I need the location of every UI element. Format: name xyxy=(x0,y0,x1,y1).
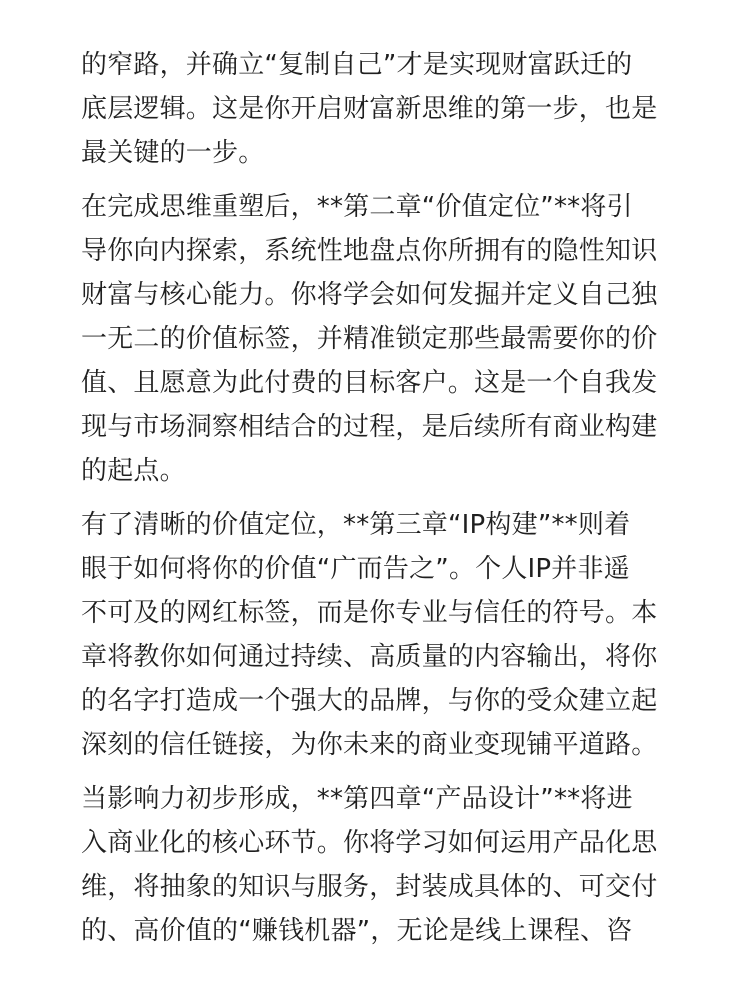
paragraph-1 xyxy=(81,43,671,175)
text-line: 当影响力初步形成，**第四章“产品设计”**将进 xyxy=(81,784,633,814)
text-line: 现与市场洞察相结合的过程，是后续所有商业构建 xyxy=(81,412,658,442)
text-line: 财富与核心能力。你将学会如何发掘并定义自己独 xyxy=(81,280,658,310)
text-line: 在完成思维重塑后，**第二章“价值定位”**将引 xyxy=(81,192,633,222)
text-line: 的窄路，并确立“复制自己”才是实现财富跃迁的 xyxy=(81,50,633,80)
paragraph-3 xyxy=(81,503,671,767)
text-line: 一无二的价值标签，并精准锁定那些最需要你的价 xyxy=(81,324,658,354)
text-line: 维，将抽象的知识与服务，封装成具体的、可交付 xyxy=(81,872,658,902)
text-line: 导你向内探索，系统性地盘点你所拥有的隐性知识 xyxy=(81,236,658,266)
text-line: 眼于如何将你的价值“广而告之”。个人IP并非遥 xyxy=(81,554,630,584)
text-line: 的、高价值的“赚钱机器”，无论是线上课程、咨 xyxy=(81,916,633,946)
text-line: 的起点。 xyxy=(81,456,186,486)
text-line: 有了清晰的价值定位，**第三章“IP构建”**则着 xyxy=(81,510,631,540)
text-line: 不可及的网红标签，而是你专业与信任的符号。本 xyxy=(81,598,658,628)
text-line: 章将教你如何通过持续、高质量的内容输出，将你 xyxy=(81,642,658,672)
text-line: 入商业化的核心环节。你将学习如何运用产品化思 xyxy=(81,828,658,858)
document-body xyxy=(81,43,671,963)
text-line: 的名字打造成一个强大的品牌，与你的受众建立起 xyxy=(81,686,658,716)
text-line: 最关键的一步。 xyxy=(81,138,265,168)
paragraph-2 xyxy=(81,185,671,493)
text-line: 深刻的信任链接，为你未来的商业变现铺平道路。 xyxy=(81,730,658,760)
paragraph-4 xyxy=(81,777,671,953)
text-line: 底层逻辑。这是你开启财富新思维的第一步，也是 xyxy=(81,94,658,124)
text-line: 值、且愿意为此付费的目标客户。这是一个自我发 xyxy=(81,368,658,398)
